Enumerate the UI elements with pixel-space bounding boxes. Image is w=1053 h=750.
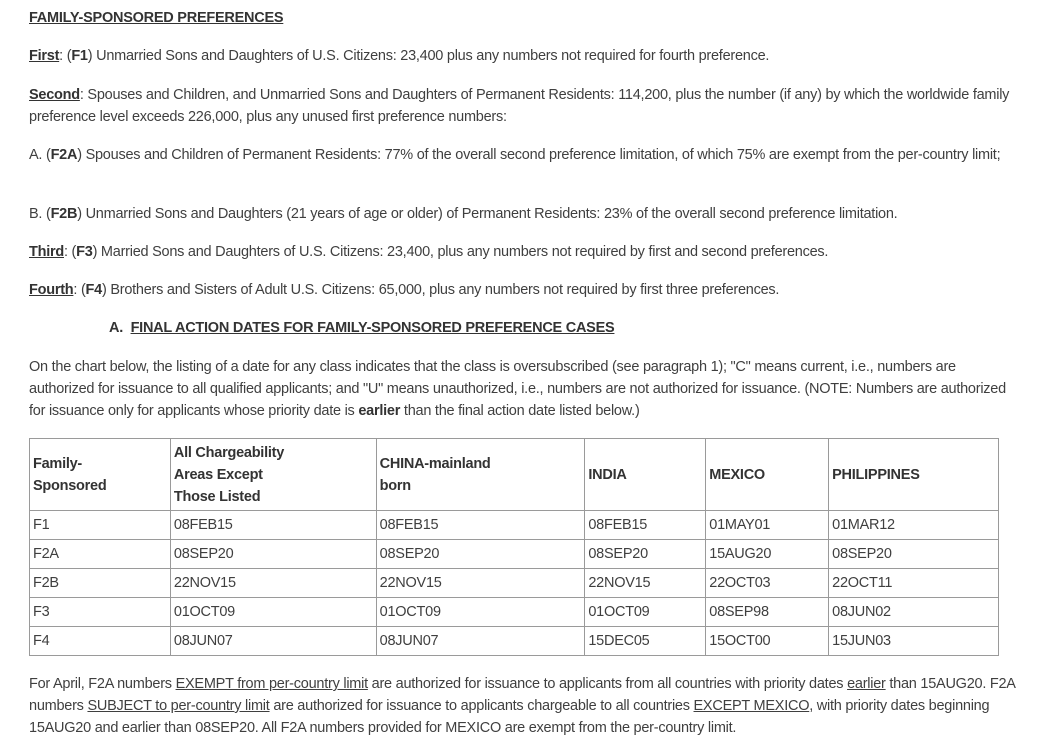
f2b-paragraph: B. (F2B) Unmarried Sons and Daughters (21 years of age or older) of Permanent Residents: 23% of the overall second preference limitation.: [29, 206, 898, 222]
section-heading: FAMILY-SPONSORED PREFERENCES: [29, 10, 284, 26]
table-cell: 22NOV15: [170, 569, 376, 598]
third-preference: Third: (F3) Married Sons and Daughters of U.S. Citizens: 23,400, plus any numbers not required by first and second preferences.: [29, 244, 829, 260]
table-cell: 08JUN07: [170, 627, 376, 656]
table-row: [30, 569, 999, 598]
table-header-cell: INDIA: [585, 439, 706, 511]
table-cell: 08JUN02: [829, 598, 999, 627]
table-row: [30, 627, 999, 656]
exempt-link[interactable]: EXEMPT from per-country limit: [175, 676, 368, 692]
first-label: First: [29, 48, 60, 64]
second-label: Second: [29, 87, 80, 103]
table-cell: F3: [30, 598, 171, 627]
table-row: [30, 511, 999, 540]
table-cell: 15DEC05: [585, 627, 706, 656]
table-cell: 15OCT00: [706, 627, 829, 656]
fourth-preference: Fourth: (F4) Brothers and Sisters of Adult U.S. Citizens: 65,000, plus any numbers not required by first three preferences.: [29, 282, 780, 298]
table-header-cell: PHILIPPINES: [829, 439, 999, 511]
f4-code: F4: [85, 282, 102, 298]
table-header-cell: Family- Sponsored: [30, 439, 171, 511]
table-cell: 08FEB15: [376, 511, 585, 540]
table-header-row: [30, 439, 999, 511]
table-cell: 01MAY01: [706, 511, 829, 540]
chart-note-emphasis: earlier: [358, 403, 401, 419]
table-cell: 08SEP20: [829, 540, 999, 569]
earlier-link[interactable]: earlier: [847, 676, 886, 692]
third-label: Third: [29, 244, 64, 260]
footer-note: For April, F2A numbers EXEMPT from per-country limit are authorized for issuance to applicants from all countries with priority dates earlier than 15AUG20. F2A numbers SUBJECT to per-country limit are authorized for issuance to applicants chargeable to all countries EXCEPT MEXICO, with priority dates beginning 15AUG20 and earlier than 08SEP20. All F2A numbers provided for MEXICO are exempt from the per-country limit.: [29, 676, 1015, 736]
table-header-cell: All Chargeability Areas Except Those Listed: [170, 439, 376, 511]
table-cell: F2A: [30, 540, 171, 569]
table-cell: F4: [30, 627, 171, 656]
table-cell: 22NOV15: [585, 569, 706, 598]
table-cell: 01MAR12: [829, 511, 999, 540]
table-cell: 01OCT09: [585, 598, 706, 627]
table-cell: 08FEB15: [170, 511, 376, 540]
table-cell: 15JUN03: [829, 627, 999, 656]
table-cell: 08SEP98: [706, 598, 829, 627]
first-preference: First: (F1) Unmarried Sons and Daughters of U.S. Citizens: 23,400 plus any numbers not required for fourth preference.: [29, 48, 770, 64]
table-cell: 08SEP20: [170, 540, 376, 569]
table-cell: 22OCT11: [829, 569, 999, 598]
table-header-cell: MEXICO: [706, 439, 829, 511]
table-row: [30, 540, 999, 569]
table-cell: 08SEP20: [585, 540, 706, 569]
except-mexico-link[interactable]: EXCEPT MEXICO: [693, 698, 810, 714]
table-cell: F1: [30, 511, 171, 540]
table-cell: 22OCT03: [706, 569, 829, 598]
f2a-paragraph: A. (F2A) Spouses and Children of Permanent Residents: 77% of the overall second preference limitation, of which 75% are exempt from the per-country limit;: [29, 147, 1001, 163]
subject-link[interactable]: SUBJECT to per-country limit: [87, 698, 270, 714]
table-cell: 08FEB15: [585, 511, 706, 540]
table-cell: 15AUG20: [706, 540, 829, 569]
second-preference: Second: Spouses and Children, and Unmarried Sons and Daughters of Permanent Residents: 114,200, plus the number (if any) by which the worldwide family preference level exceeds 226,000, plus any unused first preference numbers:: [29, 87, 1010, 125]
table-row: [30, 598, 999, 627]
table-header-cell: CHINA-mainland born: [376, 439, 585, 511]
final-action-dates-table: [29, 438, 999, 656]
table-cell: F2B: [30, 569, 171, 598]
f1-code: F1: [71, 48, 88, 64]
section-a-title: A. FINAL ACTION DATES FOR FAMILY-SPONSORED PREFERENCE CASES: [109, 320, 615, 336]
table-cell: 01OCT09: [376, 598, 585, 627]
table-cell: 08JUN07: [376, 627, 585, 656]
f2b-code: F2B: [50, 206, 78, 222]
table-cell: 22NOV15: [376, 569, 585, 598]
chart-note: On the chart below, the listing of a date for any class indicates that the class is oversubscribed (see paragraph 1); "C" means current, i.e., numbers are authorized for issuance to all qualified applicants; and "U" means unauthorized, i.e., numbers are not authorized for issuance. (NOTE: Numbers are authorized for issuance only for applicants whose priority date is earlier than the final action date listed below.): [29, 359, 1006, 419]
f3-code: F3: [76, 244, 93, 260]
f2a-code: F2A: [50, 147, 78, 163]
table-cell: 01OCT09: [170, 598, 376, 627]
fourth-label: Fourth: [29, 282, 74, 298]
table-cell: 08SEP20: [376, 540, 585, 569]
